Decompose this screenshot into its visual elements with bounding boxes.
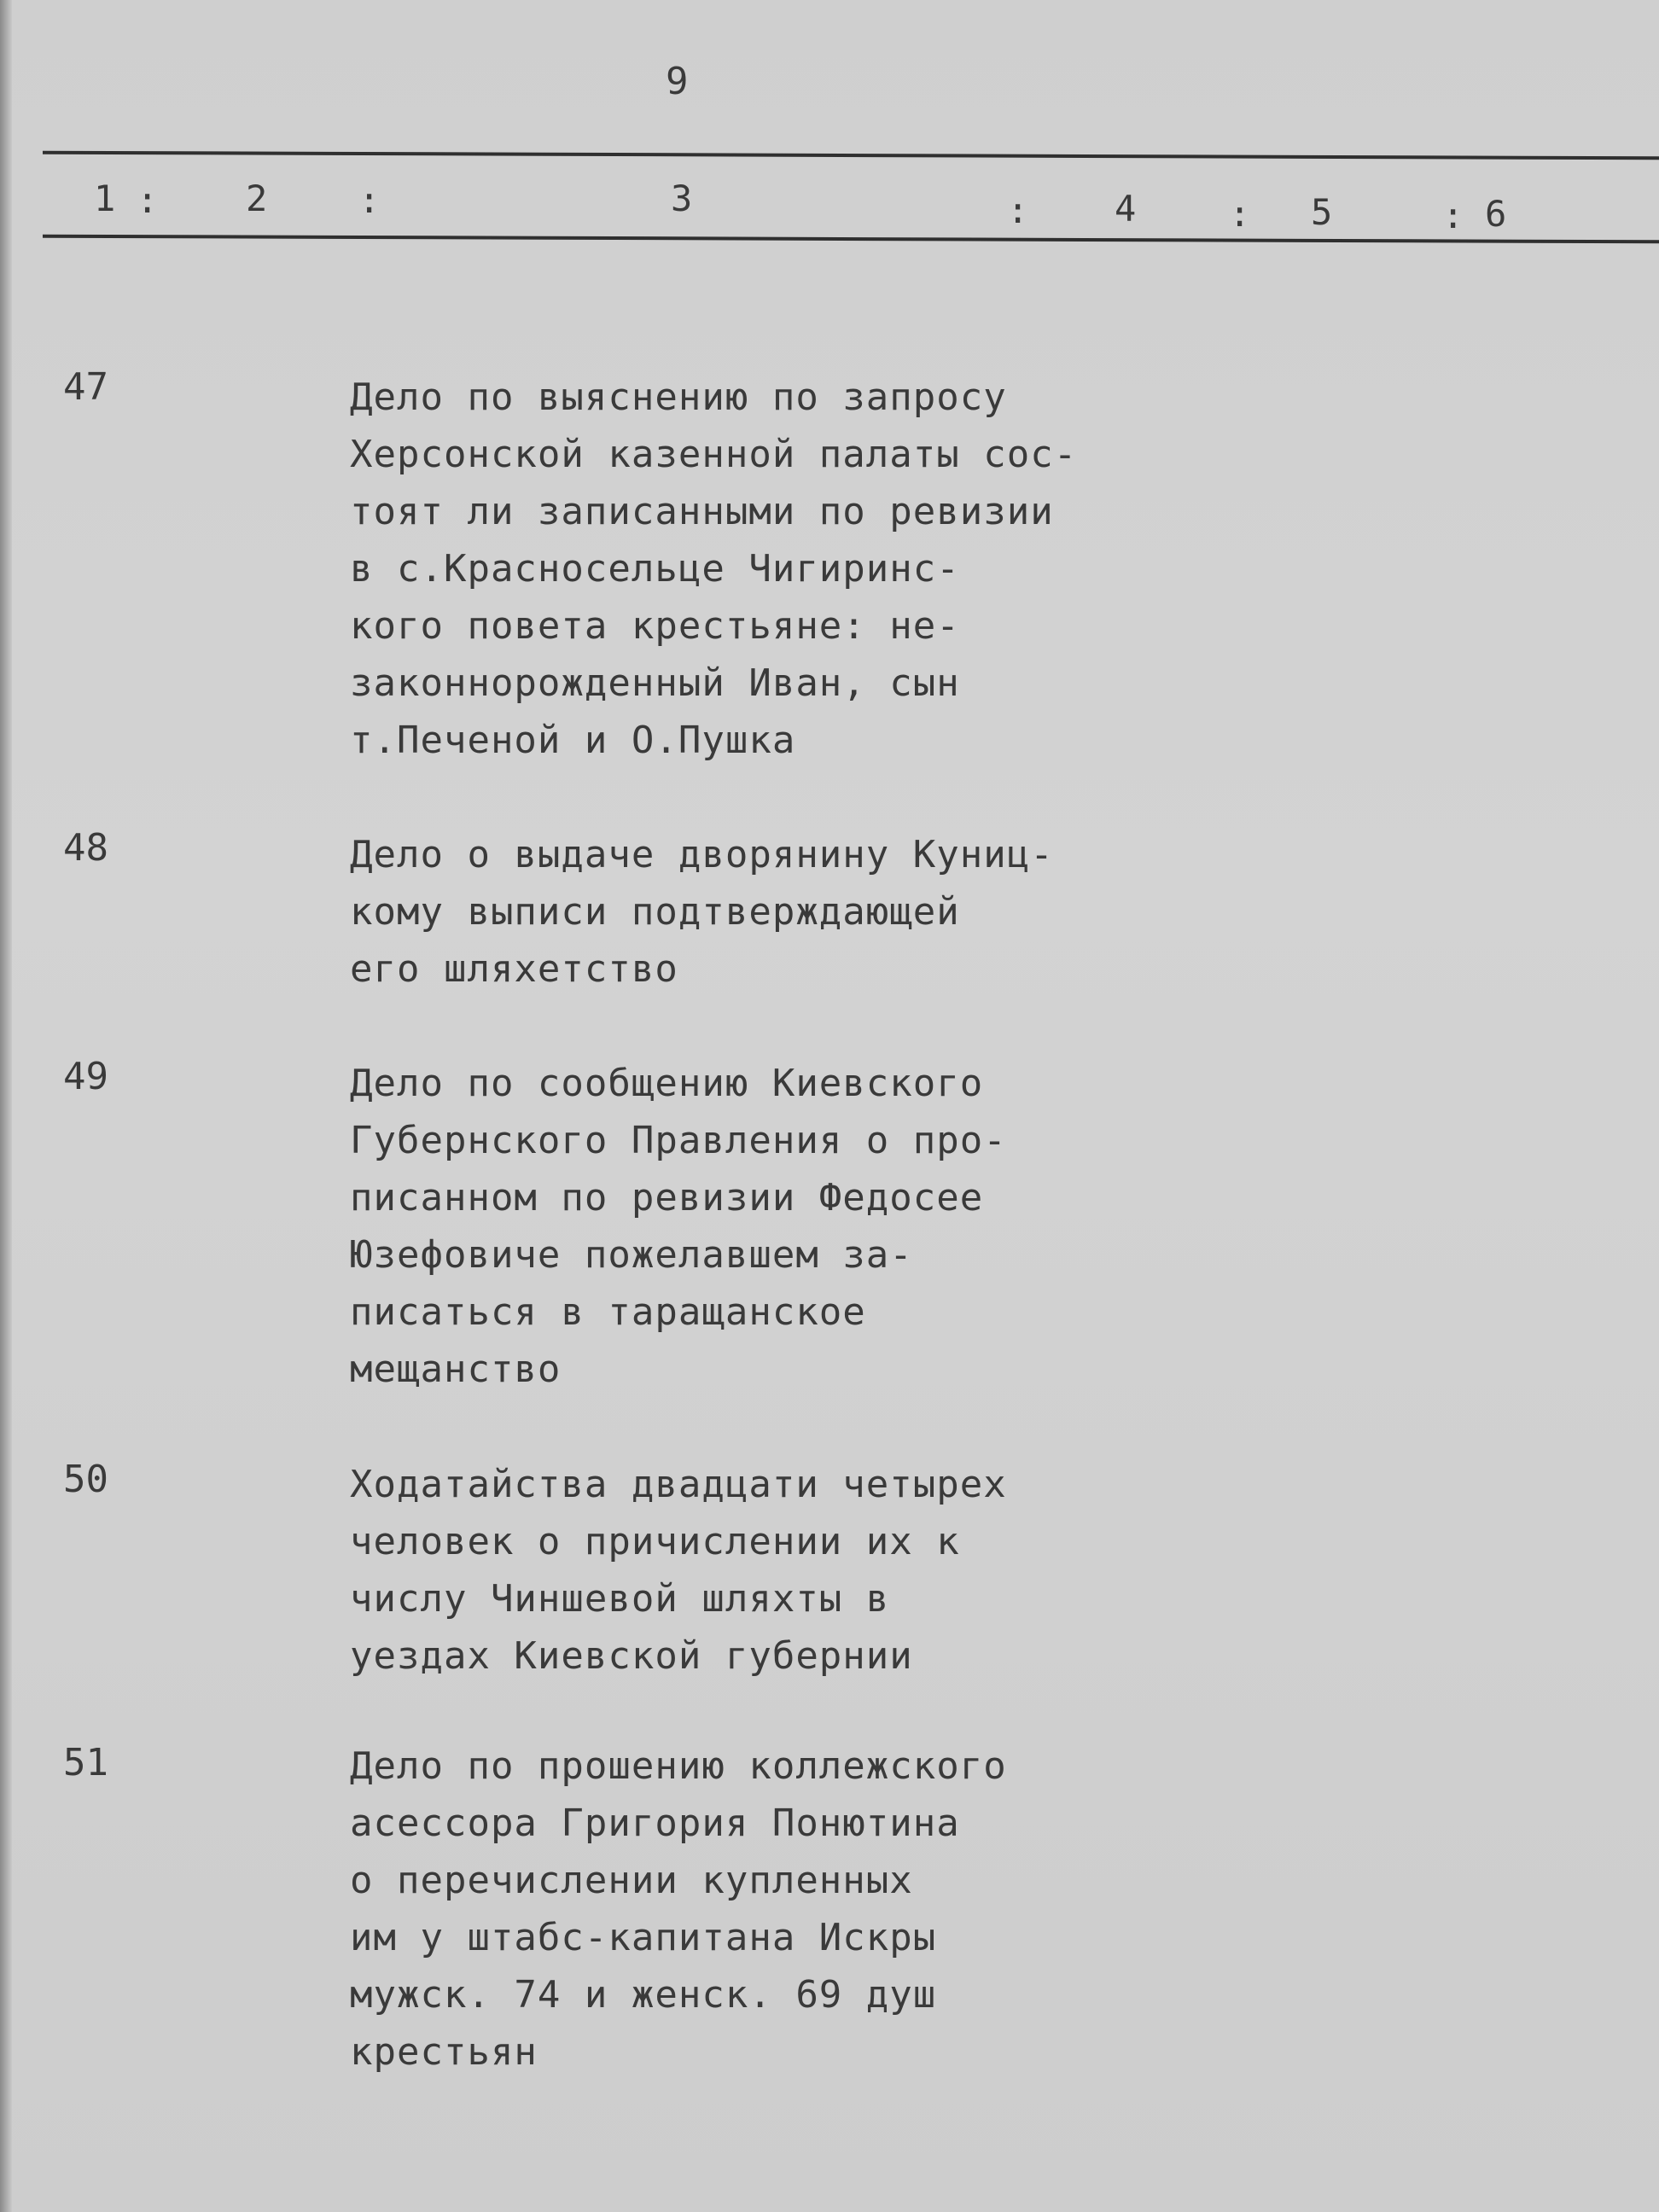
column-header-1: 1 (94, 178, 116, 219)
entry-description: Дело по сообщению Киевского Губернского Правления о про- писанном по ревизии Федосее Юзефовиче пожелавшем за- писаться в таращанское мещанство (350, 1062, 1007, 1391)
page-edge-shadow (0, 0, 12, 2212)
entry-number: 47 (63, 365, 108, 409)
column-header-3: 3 (671, 178, 693, 219)
column-separator: : (1007, 189, 1029, 231)
page-number: 9 (666, 60, 690, 103)
entry-number: 48 (63, 826, 108, 870)
column-separator: : (1442, 195, 1464, 236)
column-header-2: 2 (246, 178, 268, 219)
column-header-4: 4 (1115, 188, 1137, 230)
table-top-rule (43, 151, 1659, 160)
entry-description: Дело по выяснению по запросу Херсонской казенной палаты сос- тоят ли записанными по ревизии в с.Красносельце Чигиринс- кого повета крестьяне: не- законнорожденный Иван, сын т.Печеной и О.Пушка (350, 375, 1078, 762)
column-separator: : (137, 179, 159, 221)
entry-description: Дело о выдаче дворянину Куниц- кому выписи подтверждающей его шляхетство (350, 833, 1054, 991)
entry-description: Ходатайства двадцати четырех человек о причислении их к числу Чиншевой шляхты в уездах Киевской губернии (350, 1463, 1007, 1678)
column-header-5: 5 (1311, 191, 1333, 233)
entry-description: Дело по прошению коллежского асессора Григория Понютина о перечислении купленных им у штабс-капитана Искры мужск. 74 и женск. 69 душ крестьян (350, 1744, 1007, 2074)
entry-number: 49 (63, 1055, 108, 1098)
entry-number: 51 (63, 1741, 108, 1784)
table-header-bottom-rule (43, 235, 1659, 244)
entry-number: 50 (63, 1458, 108, 1501)
column-header-6: 6 (1485, 193, 1507, 235)
column-separator: : (358, 179, 381, 221)
column-separator: : (1229, 193, 1251, 235)
